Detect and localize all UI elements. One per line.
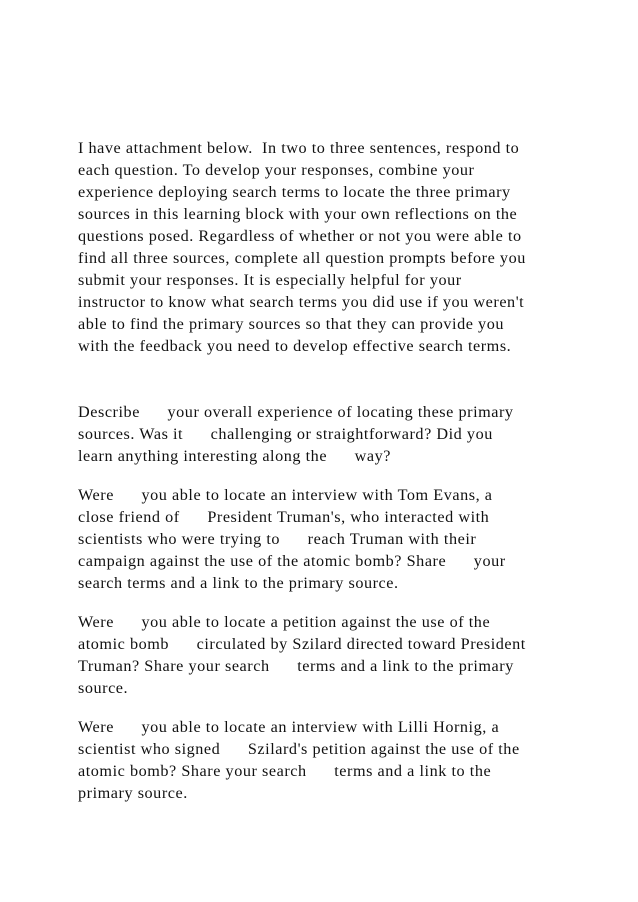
question-line: Were you able to locate a petition against the use of the <box>78 613 491 631</box>
intro-line: with the feedback you need to develop effective search terms. <box>78 337 512 355</box>
question-line: campaign against the use of the atomic bomb? Share your <box>78 552 506 570</box>
question-line: source. <box>78 679 129 697</box>
question-line: learn anything interesting along the way? <box>78 447 391 465</box>
question-line: Describe your overall experience of locating these primary <box>78 403 514 421</box>
question-line: Were you able to locate an interview with Tom Evans, a <box>78 486 493 504</box>
intro-line: submit your responses. It is especially helpful for your <box>78 271 462 289</box>
question-line: scientist who signed Szilard's petition against the use of the <box>78 740 520 758</box>
intro-line: I have attachment below. In two to three sentences, respond to <box>78 139 520 157</box>
intro-line: instructor to know what search terms you did use if you weren't <box>78 293 525 311</box>
question-line: primary source. <box>78 784 188 802</box>
question-line: Were you able to locate an interview with Lilli Hornig, a <box>78 718 500 736</box>
intro-line: experience deploying search terms to locate the three primary <box>78 183 511 201</box>
intro-line: able to find the primary sources so that they can provide you <box>78 315 504 333</box>
question-line: Truman? Share your search terms and a link to the primary <box>78 657 514 675</box>
intro-line: sources in this learning block with your own reflections on the <box>78 205 518 223</box>
intro-line: each question. To develop your responses, combine your <box>78 161 475 179</box>
intro-line: find all three sources, complete all question prompts before you <box>78 249 526 267</box>
question-line: sources. Was it challenging or straightforward? Did you <box>78 425 493 443</box>
question-line: scientists who were trying to reach Truman with their <box>78 530 477 548</box>
question-line: atomic bomb circulated by Szilard directed toward President <box>78 635 526 653</box>
question-line: atomic bomb? Share your search terms and a link to the <box>78 762 492 780</box>
question-line: search terms and a link to the primary source. <box>78 574 399 592</box>
question-line: close friend of President Truman's, who interacted with <box>78 508 490 526</box>
intro-line: questions posed. Regardless of whether or not you were able to <box>78 227 522 245</box>
